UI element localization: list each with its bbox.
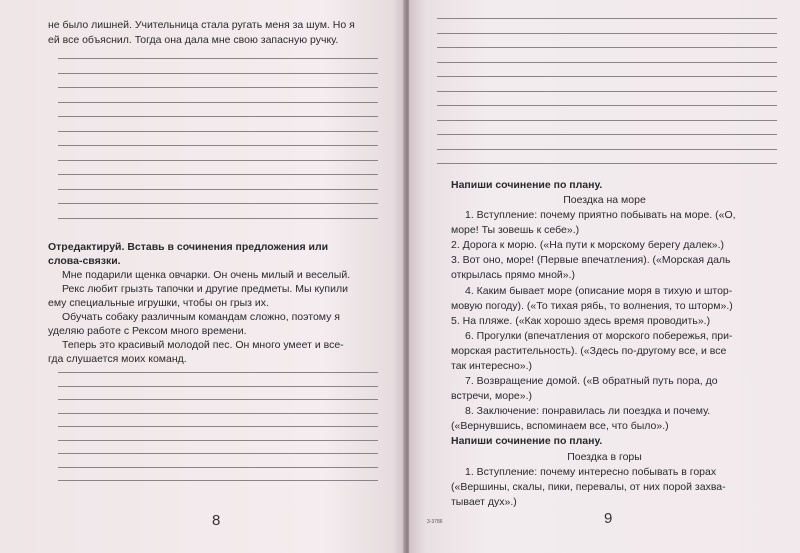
writing-line[interactable] [437, 62, 777, 63]
plan-line: 7. Возвращение домой. («В обратный путь пора, до [465, 375, 718, 388]
writing-line[interactable] [437, 33, 777, 34]
writing-line[interactable] [58, 58, 378, 59]
plan-line: («Вернувшись, вспоминаем все, что было».) [451, 420, 669, 433]
intro-line-2: ей все объяснил. Тогда она дала мне свою запасную ручку. [48, 34, 339, 46]
plan-line: 5. На пляже. («Как хорошо здесь время проводить».) [451, 314, 711, 327]
heading-2: Напиши сочинение по плану. [451, 435, 603, 447]
plan-line: так интересно».) [451, 360, 533, 372]
writing-line[interactable] [58, 131, 378, 132]
task-line-2: слова-связки. [48, 255, 121, 267]
plan-line: тывает дух».) [451, 496, 517, 508]
writing-line[interactable] [58, 467, 378, 468]
text-line-3: ему специальные игрушки, чтобы он грыз их. [48, 297, 269, 309]
writing-line[interactable] [58, 73, 378, 74]
intro-line-1: не было лишней. Учительница стала ругать меня за шум. Но я [48, 19, 355, 31]
writing-line[interactable] [58, 386, 378, 387]
writing-line[interactable] [437, 91, 777, 92]
writing-line[interactable] [58, 87, 378, 88]
page-number-right: 9 [604, 510, 613, 527]
writing-line[interactable] [58, 116, 378, 117]
writing-line[interactable] [58, 145, 378, 146]
plan-line: 8. Заключение: понравилась ли поездка и почему. [465, 405, 711, 418]
heading-1: Напиши сочинение по плану. [451, 179, 603, 191]
writing-line[interactable] [437, 120, 777, 121]
writing-line[interactable] [58, 372, 378, 373]
writing-line[interactable] [58, 102, 378, 103]
plan-line: 3. Вот оно, море! (Первые впечатления). («Морская даль [451, 254, 731, 267]
writing-lines-top [58, 58, 378, 232]
plan-line: 6. Прогулки (впечатления от морского побережья, при- [465, 329, 733, 342]
writing-line[interactable] [437, 134, 777, 135]
text-line-6: Теперь это красивый молодой пес. Он много умеет и все- [62, 339, 344, 351]
writing-line[interactable] [437, 47, 777, 48]
plan-line: 1. Вступление: почему интересно побывать в горах [465, 466, 717, 478]
writing-line[interactable] [58, 480, 378, 481]
writing-line[interactable] [58, 174, 378, 175]
text-line-5: уделяю работе с Рексом много времени. [48, 325, 247, 337]
plan-line: открылась прямо мной».) [451, 269, 576, 282]
text-line-4: Обучать собаку различным командам сложно, поэтому я [62, 311, 340, 323]
writing-lines-bottom [58, 372, 378, 494]
text-line-7: гда слушается моих команд. [48, 353, 187, 365]
writing-line[interactable] [437, 76, 777, 77]
writing-line[interactable] [58, 399, 378, 400]
task-line-1: Отредактируй. Вставь в сочинения предложения или [48, 241, 329, 253]
writing-line[interactable] [437, 18, 777, 19]
writing-line[interactable] [58, 453, 378, 454]
writing-line[interactable] [58, 426, 378, 427]
plan-line: 1. Вступление: почему приятно побывать на море. («О, [465, 209, 736, 221]
right-page [409, 0, 800, 553]
topic-1: Поездка на море [563, 194, 646, 206]
plan-line: 4. Каким бывает море (описание моря в тихую и штор- [465, 284, 733, 297]
writing-line[interactable] [437, 163, 777, 164]
plan-line: 2. Дорога к морю. («На пути к морскому берегу далек».) [451, 239, 725, 252]
writing-lines-right [437, 18, 777, 178]
topic-2: Поездка в горы [567, 451, 642, 463]
plan-line: мовую погоду). («То тихая рябь, то волнения, то шторм».) [451, 299, 733, 312]
text-line-1: Мне подарили щенка овчарки. Он очень милый и веселый. [62, 269, 351, 281]
page-number-left: 8 [212, 512, 221, 529]
text-line-2: Рекс любит грызть тапочки и другие предметы. Мы купили [62, 283, 348, 295]
plan-line: («Вершины, скалы, пики, перевалы, от них порой захва- [451, 481, 726, 493]
writing-line[interactable] [437, 149, 777, 150]
writing-line[interactable] [437, 105, 777, 106]
writing-line[interactable] [58, 440, 378, 441]
plan-line: морская растительность). («Здесь по-другому все, и все [451, 344, 727, 357]
footer-code: 3-3786 [427, 519, 443, 525]
writing-line[interactable] [58, 189, 378, 190]
writing-line[interactable] [58, 218, 378, 219]
plan-line: море! Ты зовешь к себе».) [451, 224, 580, 237]
writing-line[interactable] [58, 413, 378, 414]
plan-line: встречи, море».) [451, 390, 533, 403]
writing-line[interactable] [58, 203, 378, 204]
writing-line[interactable] [58, 160, 378, 161]
